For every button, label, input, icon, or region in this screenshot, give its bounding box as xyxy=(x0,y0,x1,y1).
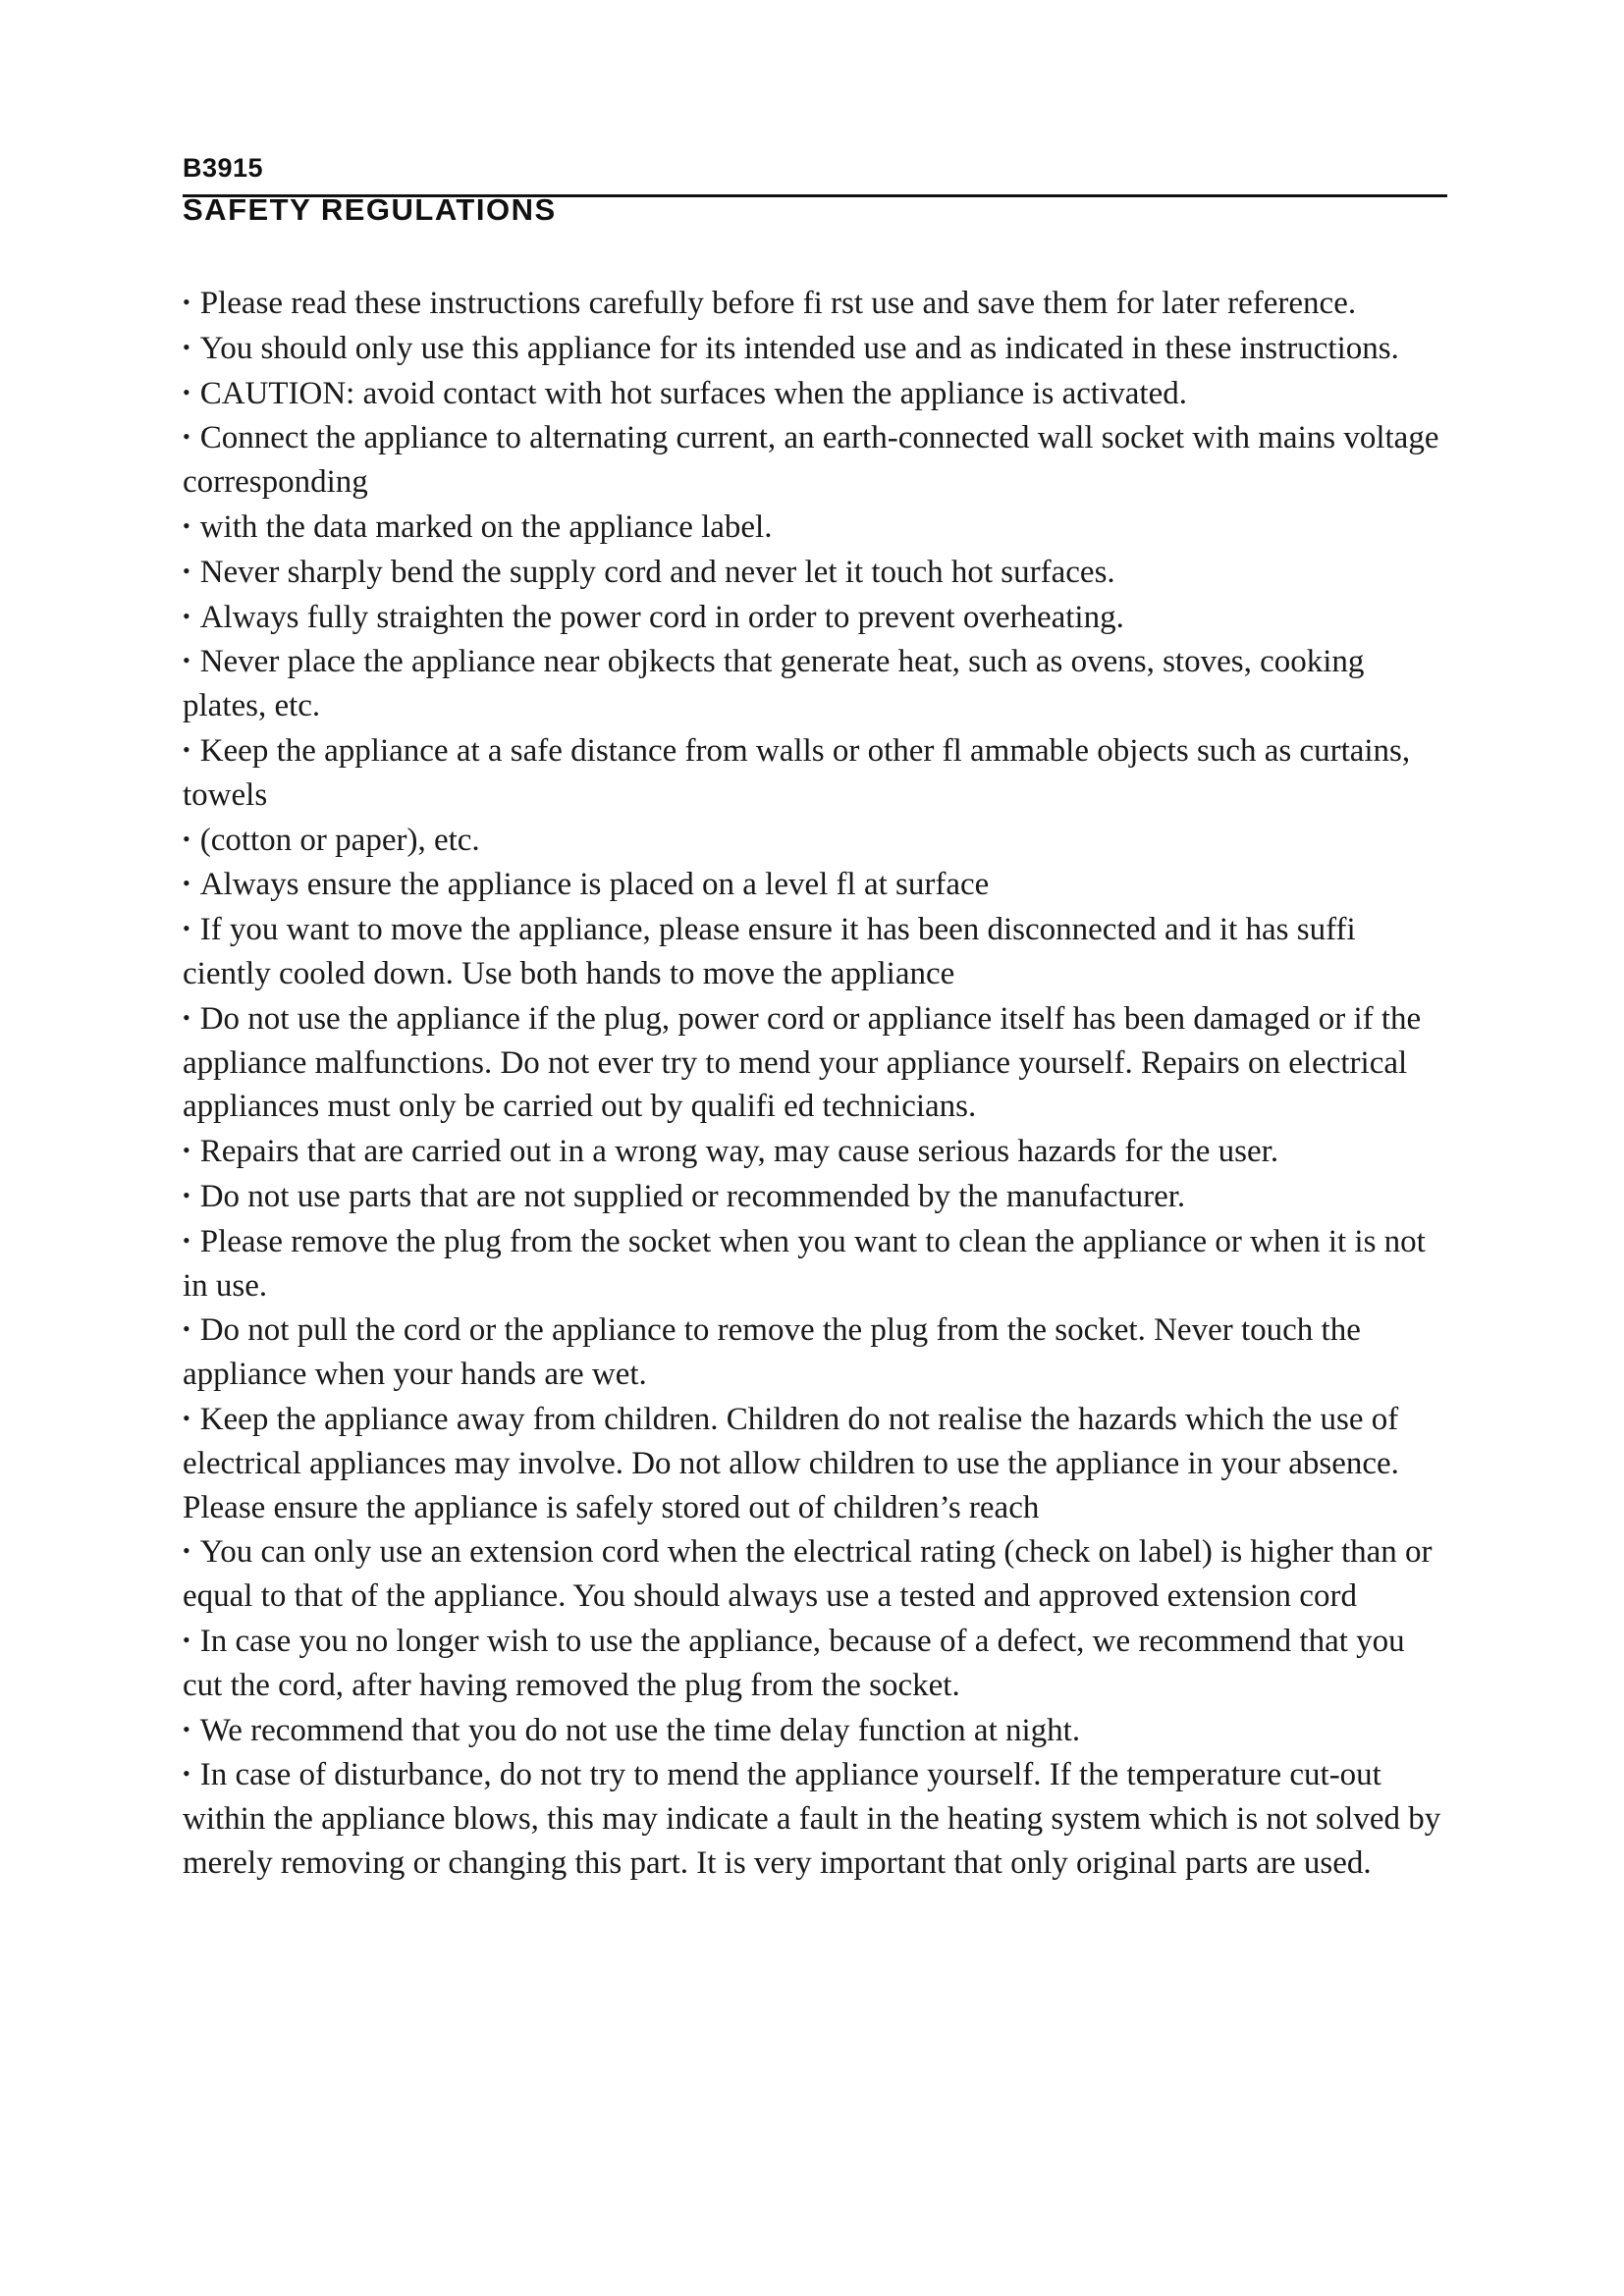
bullet-icon: • xyxy=(183,290,190,314)
instruction-text: Please remove the plug from the socket when you want to clean the appliance or when it is not in use. xyxy=(183,1223,1426,1304)
instruction-text: We recommend that you do not use the time delay function at night. xyxy=(199,1712,1081,1748)
instruction-item xyxy=(183,1174,1449,1219)
instruction-item xyxy=(183,1397,1449,1529)
bullet-icon: • xyxy=(183,1316,190,1342)
section-title: SAFETY REGULATIONS xyxy=(183,192,557,227)
instruction-item xyxy=(183,505,1449,550)
instruction-text: CAUTION: avoid contact with hot surfaces when the appliance is activated. xyxy=(199,375,1187,411)
instruction-text: You can only use an extension cord when the electrical rating (check on label) is higher than or equal to that of the appliance. You should always use a tested and approved extension cord xyxy=(183,1534,1433,1615)
instruction-text: Keep the appliance away from children. Children do not realise the hazards which the use of electrical appliances may involve. Do not allow children to use the appliance in your absence. Please ensure the appliance is safely stored out of children’s reach xyxy=(183,1401,1399,1525)
bullet-icon: • xyxy=(183,603,190,628)
instruction-text: Never sharply bend the supply cord and never let it touch hot surfaces. xyxy=(199,554,1115,590)
instruction-text: Always fully straighten the power cord in order to prevent overheating. xyxy=(199,599,1124,635)
model-code: B3915 xyxy=(183,153,264,183)
instruction-text: with the data marked on the appliance label. xyxy=(199,508,773,545)
instruction-item xyxy=(183,326,1449,371)
instruction-item xyxy=(183,728,1449,818)
instruction-item xyxy=(183,1308,1449,1397)
bullet-icon: • xyxy=(183,1227,190,1253)
bullet-icon: • xyxy=(183,379,190,404)
instruction-item xyxy=(183,639,1449,728)
instruction-item xyxy=(183,1529,1449,1619)
safety-instructions-list xyxy=(183,281,1449,1886)
instruction-item xyxy=(183,1619,1449,1708)
instruction-text: In case of disturbance, do not try to mend the appliance yourself. If the temperature cut-out within the appliance blows, this may indicate a fault in the heating system which is not solved by merely removing or changing this part. It is very important that only original parts are used. xyxy=(183,1757,1441,1881)
bullet-icon: • xyxy=(183,1716,190,1741)
instruction-item xyxy=(183,1129,1449,1174)
bullet-icon: • xyxy=(183,1182,190,1207)
instruction-text: Connect the appliance to alternating current, an earth-connected wall socket with mains voltage corresponding xyxy=(183,420,1439,501)
instruction-text: If you want to move the appliance, please ensure it has been disconnected and it has suffi ciently cooled down. Use both hands to move the appliance xyxy=(183,912,1356,991)
instruction-text: Do not pull the cord or the appliance to remove the plug from the socket. Never touch the appliance when your hands are wet. xyxy=(183,1312,1361,1393)
bullet-icon: • xyxy=(183,1138,190,1163)
instruction-item xyxy=(183,907,1449,996)
instruction-text: Always ensure the appliance is placed on a level fl at surface xyxy=(199,867,990,903)
instruction-text: In case you no longer wish to use the appliance, because of a defect, we recommend that you cut the cord, after having removed the plug from the socket. xyxy=(183,1623,1405,1703)
bullet-icon: • xyxy=(183,1538,190,1564)
bullet-icon: • xyxy=(183,1627,190,1652)
instruction-text: You should only use this appliance for its intended use and as indicated in these instructions. xyxy=(199,330,1399,366)
bullet-icon: • xyxy=(183,512,190,538)
bullet-icon: • xyxy=(183,916,190,941)
bullet-icon: • xyxy=(183,826,190,851)
bullet-icon: • xyxy=(183,648,190,673)
instruction-item xyxy=(183,862,1449,907)
instruction-text: Keep the appliance at a safe distance from walls or other fl ammable objects such as curtains, towels xyxy=(183,732,1411,813)
instruction-text: Repairs that are carried out in a wrong way, may cause serious hazards for the user. xyxy=(199,1134,1279,1170)
instruction-item xyxy=(183,1708,1449,1753)
instruction-text: Never place the appliance near objkects that generate heat, such as ovens, stoves, cooking plates, etc. xyxy=(183,644,1365,724)
instruction-item xyxy=(183,550,1449,595)
bullet-icon: • xyxy=(183,1761,190,1787)
instruction-item xyxy=(183,281,1449,326)
instruction-text: (cotton or paper), etc. xyxy=(199,822,480,858)
instruction-item xyxy=(183,371,1449,416)
bullet-icon: • xyxy=(183,334,190,359)
instruction-item xyxy=(183,1752,1449,1885)
bullet-icon: • xyxy=(183,736,190,762)
instruction-text: Do not use parts that are not supplied or recommended by the manufacturer. xyxy=(199,1178,1186,1214)
bullet-icon: • xyxy=(183,871,190,896)
bullet-icon: • xyxy=(183,1004,190,1030)
instruction-item xyxy=(183,818,1449,863)
instruction-text: Do not use the appliance if the plug, power cord or appliance itself has been damaged or if the appliance malfunctions. Do not ever try to mend your appliance yourself. Repairs on electrical appliances must only be carried out by qualifi ed technicians. xyxy=(183,1000,1422,1125)
bullet-icon: • xyxy=(183,1405,190,1430)
instruction-item xyxy=(183,595,1449,640)
bullet-icon: • xyxy=(183,424,190,450)
instruction-item xyxy=(183,415,1449,505)
instruction-item xyxy=(183,996,1449,1129)
instruction-text: Please read these instructions carefully before fi rst use and save them for later reference. xyxy=(199,286,1357,321)
instruction-item xyxy=(183,1219,1449,1308)
bullet-icon: • xyxy=(183,558,190,583)
